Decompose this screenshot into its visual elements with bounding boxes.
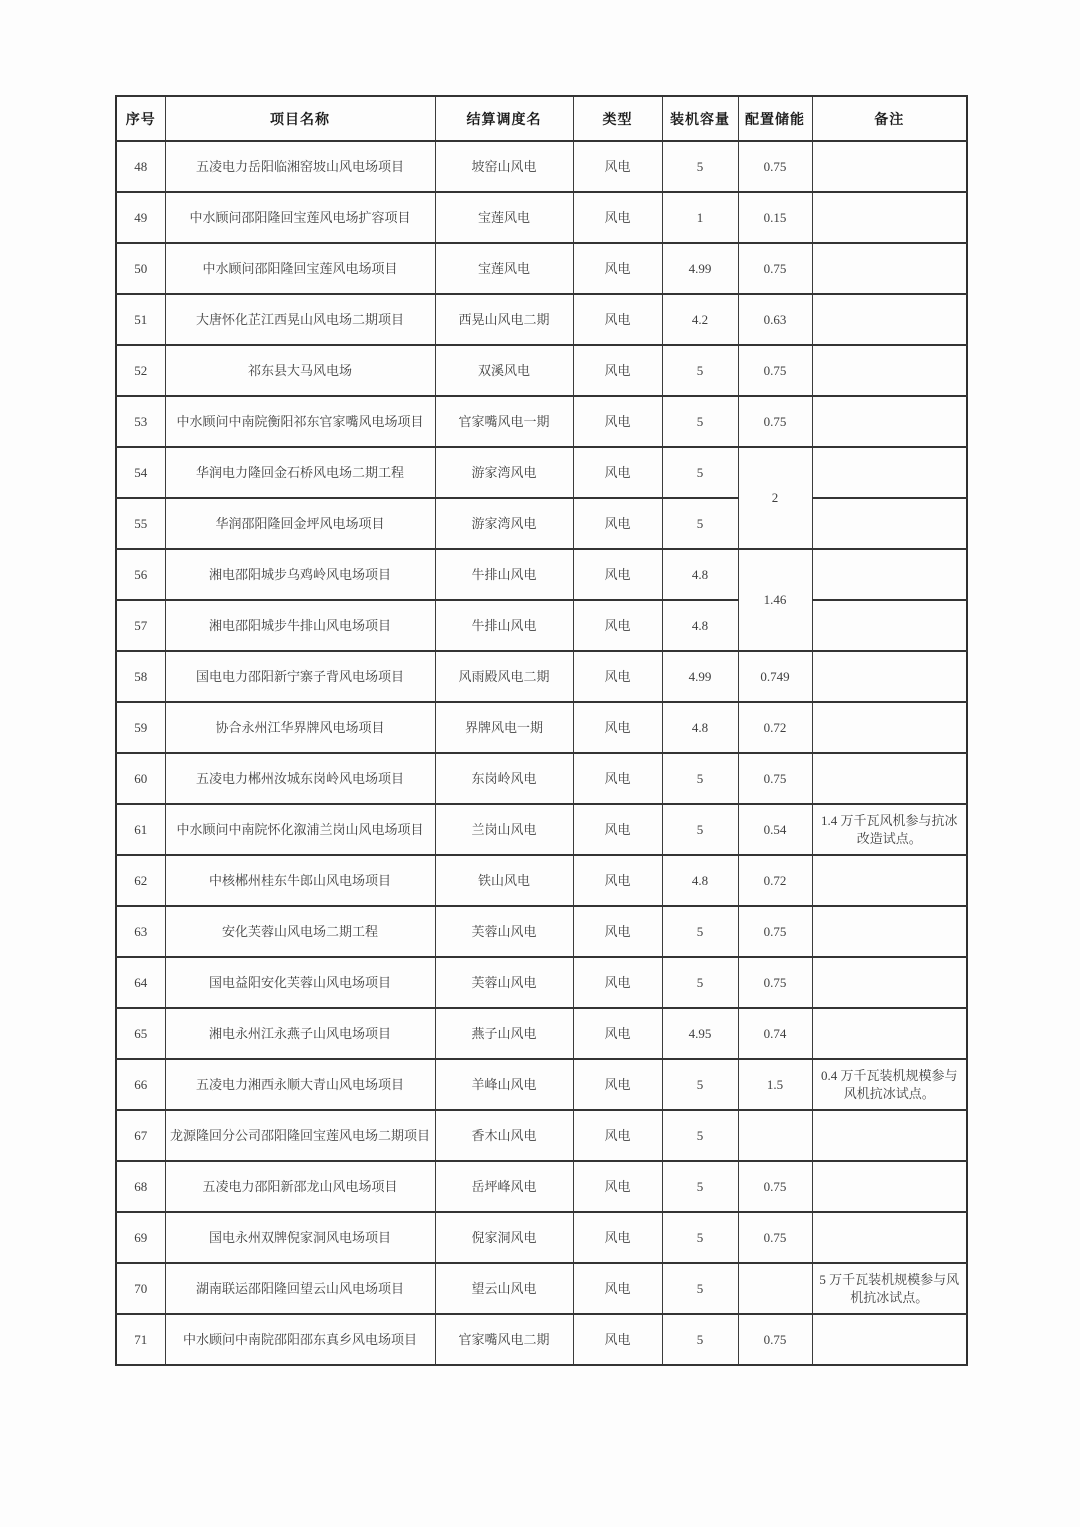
cell-no: 58 — [116, 651, 165, 702]
cell-dispatch: 游家湾风电 — [435, 447, 573, 498]
cell-remark — [812, 906, 967, 957]
cell-capacity: 5 — [662, 498, 738, 549]
cell-remark — [812, 141, 967, 192]
table-row-64 — [116, 957, 967, 1008]
cell-dispatch: 燕子山风电 — [435, 1008, 573, 1059]
table-body — [116, 141, 967, 1365]
cell-capacity: 4.8 — [662, 702, 738, 753]
cell-project-name: 中水顾问中南院邵阳邵东真乡风电场项目 — [165, 1314, 435, 1365]
cell-project-name: 大唐怀化芷江西晃山风电场二期项目 — [165, 294, 435, 345]
header-remark: 备注 — [812, 96, 967, 141]
cell-project-name: 中水顾问邵阳隆回宝莲风电场扩容项目 — [165, 192, 435, 243]
cell-capacity: 5 — [662, 753, 738, 804]
header-project-name: 项目名称 — [165, 96, 435, 141]
cell-no: 66 — [116, 1059, 165, 1110]
cell-type: 风电 — [573, 1059, 662, 1110]
cell-remark — [812, 192, 967, 243]
cell-no: 65 — [116, 1008, 165, 1059]
cell-remark — [812, 855, 967, 906]
cell-storage: 0.15 — [738, 192, 812, 243]
cell-type: 风电 — [573, 345, 662, 396]
header-dispatch-name: 结算调度名 — [435, 96, 573, 141]
cell-no: 61 — [116, 804, 165, 855]
cell-type: 风电 — [573, 1212, 662, 1263]
cell-no: 60 — [116, 753, 165, 804]
cell-dispatch: 望云山风电 — [435, 1263, 573, 1314]
cell-type: 风电 — [573, 600, 662, 651]
cell-type: 风电 — [573, 141, 662, 192]
cell-remark — [812, 1161, 967, 1212]
cell-remark: 0.4 万千瓦装机规模参与风机抗冰试点。 — [812, 1059, 967, 1110]
cell-no: 55 — [116, 498, 165, 549]
cell-project-name: 五凌电力郴州汝城东岗岭风电场项目 — [165, 753, 435, 804]
cell-dispatch: 芙蓉山风电 — [435, 906, 573, 957]
table-row-60 — [116, 753, 967, 804]
cell-type: 风电 — [573, 1008, 662, 1059]
table-row-67 — [116, 1110, 967, 1161]
cell-remark — [812, 1314, 967, 1365]
cell-storage: 0.72 — [738, 702, 812, 753]
cell-dispatch: 双溪风电 — [435, 345, 573, 396]
cell-dispatch: 香木山风电 — [435, 1110, 573, 1161]
cell-dispatch: 芙蓉山风电 — [435, 957, 573, 1008]
cell-dispatch: 铁山风电 — [435, 855, 573, 906]
cell-dispatch: 宝莲风电 — [435, 192, 573, 243]
cell-storage-merged-54-55: 2 — [738, 447, 812, 549]
cell-remark — [812, 1212, 967, 1263]
cell-project-name: 中水顾问中南院怀化溆浦兰岗山风电场项目 — [165, 804, 435, 855]
cell-capacity: 5 — [662, 1110, 738, 1161]
cell-dispatch: 岳坪峰风电 — [435, 1161, 573, 1212]
cell-project-name: 协合永州江华界牌风电场项目 — [165, 702, 435, 753]
cell-remark — [812, 396, 967, 447]
cell-no: 62 — [116, 855, 165, 906]
cell-no: 51 — [116, 294, 165, 345]
cell-type: 风电 — [573, 1263, 662, 1314]
cell-storage: 0.75 — [738, 141, 812, 192]
cell-remark — [812, 600, 967, 651]
cell-remark — [812, 1110, 967, 1161]
cell-storage: 0.72 — [738, 855, 812, 906]
table-row-56 — [116, 549, 967, 600]
cell-no: 69 — [116, 1212, 165, 1263]
cell-type: 风电 — [573, 498, 662, 549]
cell-storage — [738, 1110, 812, 1161]
cell-type: 风电 — [573, 1110, 662, 1161]
cell-project-name: 湖南联运邵阳隆回望云山风电场项目 — [165, 1263, 435, 1314]
cell-project-name: 中水顾问邵阳隆回宝莲风电场项目 — [165, 243, 435, 294]
cell-storage-merged-56-57: 1.46 — [738, 549, 812, 651]
cell-remark — [812, 498, 967, 549]
cell-project-name: 中核郴州桂东牛郎山风电场项目 — [165, 855, 435, 906]
cell-no: 56 — [116, 549, 165, 600]
cell-type: 风电 — [573, 651, 662, 702]
table-row-58 — [116, 651, 967, 702]
cell-no: 59 — [116, 702, 165, 753]
cell-capacity: 4.95 — [662, 1008, 738, 1059]
cell-capacity: 1 — [662, 192, 738, 243]
cell-storage: 0.75 — [738, 1314, 812, 1365]
cell-storage: 0.75 — [738, 906, 812, 957]
cell-storage: 0.749 — [738, 651, 812, 702]
cell-dispatch: 官家嘴风电一期 — [435, 396, 573, 447]
cell-project-name: 湘电邵阳城步乌鸡岭风电场项目 — [165, 549, 435, 600]
cell-remark — [812, 651, 967, 702]
cell-type: 风电 — [573, 855, 662, 906]
cell-dispatch: 宝莲风电 — [435, 243, 573, 294]
cell-project-name: 华润邵阳隆回金坪风电场项目 — [165, 498, 435, 549]
table-row-69 — [116, 1212, 967, 1263]
cell-no: 53 — [116, 396, 165, 447]
table-row-53 — [116, 396, 967, 447]
table-row-59 — [116, 702, 967, 753]
cell-capacity: 5 — [662, 1059, 738, 1110]
cell-remark — [812, 345, 967, 396]
cell-project-name: 五凌电力岳阳临湘窑坡山风电场项目 — [165, 141, 435, 192]
table-row-70 — [116, 1263, 967, 1314]
cell-project-name: 国电益阳安化芙蓉山风电场项目 — [165, 957, 435, 1008]
cell-dispatch: 倪家洞风电 — [435, 1212, 573, 1263]
cell-capacity: 4.8 — [662, 855, 738, 906]
cell-type: 风电 — [573, 804, 662, 855]
cell-dispatch: 东岗岭风电 — [435, 753, 573, 804]
table-row-57 — [116, 600, 967, 651]
table-header — [116, 96, 967, 141]
table-row-54 — [116, 447, 967, 498]
wind-projects-table — [115, 95, 968, 1366]
cell-no: 67 — [116, 1110, 165, 1161]
table-row-71 — [116, 1314, 967, 1365]
cell-capacity: 5 — [662, 1314, 738, 1365]
cell-storage: 0.75 — [738, 957, 812, 1008]
table-row-61 — [116, 804, 967, 855]
cell-project-name: 五凌电力湘西永顺大青山风电场项目 — [165, 1059, 435, 1110]
cell-type: 风电 — [573, 243, 662, 294]
cell-dispatch: 兰岗山风电 — [435, 804, 573, 855]
cell-dispatch: 羊峰山风电 — [435, 1059, 573, 1110]
cell-capacity: 5 — [662, 1161, 738, 1212]
header-row — [116, 96, 967, 141]
header-no: 序号 — [116, 96, 165, 141]
cell-storage: 0.75 — [738, 1212, 812, 1263]
cell-type: 风电 — [573, 1314, 662, 1365]
cell-type: 风电 — [573, 957, 662, 1008]
cell-capacity: 5 — [662, 804, 738, 855]
cell-capacity: 4.8 — [662, 600, 738, 651]
cell-capacity: 5 — [662, 957, 738, 1008]
cell-dispatch: 牛排山风电 — [435, 600, 573, 651]
cell-no: 64 — [116, 957, 165, 1008]
cell-remark: 1.4 万千瓦风机参与抗冰改造试点。 — [812, 804, 967, 855]
cell-project-name: 湘电邵阳城步牛排山风电场项目 — [165, 600, 435, 651]
table-row-68 — [116, 1161, 967, 1212]
cell-capacity: 5 — [662, 396, 738, 447]
cell-remark: 5 万千瓦装机规模参与风机抗冰试点。 — [812, 1263, 967, 1314]
cell-project-name: 五凌电力邵阳新邵龙山风电场项目 — [165, 1161, 435, 1212]
cell-capacity: 5 — [662, 1212, 738, 1263]
cell-remark — [812, 753, 967, 804]
cell-remark — [812, 294, 967, 345]
cell-project-name: 龙源隆回分公司邵阳隆回宝莲风电场二期项目 — [165, 1110, 435, 1161]
table-row-48 — [116, 141, 967, 192]
cell-remark — [812, 447, 967, 498]
table-row-50 — [116, 243, 967, 294]
cell-storage: 0.75 — [738, 396, 812, 447]
cell-no: 70 — [116, 1263, 165, 1314]
cell-capacity: 5 — [662, 345, 738, 396]
cell-dispatch: 牛排山风电 — [435, 549, 573, 600]
cell-storage: 0.63 — [738, 294, 812, 345]
cell-storage — [738, 1263, 812, 1314]
cell-type: 风电 — [573, 549, 662, 600]
cell-project-name: 祁东县大马风电场 — [165, 345, 435, 396]
cell-dispatch: 界牌风电一期 — [435, 702, 573, 753]
cell-no: 68 — [116, 1161, 165, 1212]
cell-no: 57 — [116, 600, 165, 651]
cell-dispatch: 西晃山风电二期 — [435, 294, 573, 345]
table-row-62 — [116, 855, 967, 906]
cell-type: 风电 — [573, 396, 662, 447]
cell-storage: 0.75 — [738, 753, 812, 804]
cell-remark — [812, 702, 967, 753]
cell-capacity: 5 — [662, 1263, 738, 1314]
cell-no: 48 — [116, 141, 165, 192]
table-row-55 — [116, 498, 967, 549]
cell-remark — [812, 1008, 967, 1059]
cell-remark — [812, 957, 967, 1008]
cell-dispatch: 风雨殿风电二期 — [435, 651, 573, 702]
cell-no: 71 — [116, 1314, 165, 1365]
cell-type: 风电 — [573, 753, 662, 804]
header-storage: 配置储能 — [738, 96, 812, 141]
table-row-49 — [116, 192, 967, 243]
cell-type: 风电 — [573, 1161, 662, 1212]
cell-capacity: 5 — [662, 447, 738, 498]
cell-storage: 0.75 — [738, 345, 812, 396]
cell-no: 54 — [116, 447, 165, 498]
table-row-51 — [116, 294, 967, 345]
cell-dispatch: 官家嘴风电二期 — [435, 1314, 573, 1365]
cell-remark — [812, 549, 967, 600]
cell-no: 63 — [116, 906, 165, 957]
table-row-63 — [116, 906, 967, 957]
cell-storage: 0.74 — [738, 1008, 812, 1059]
cell-storage: 0.75 — [738, 1161, 812, 1212]
cell-storage: 1.5 — [738, 1059, 812, 1110]
cell-no: 49 — [116, 192, 165, 243]
cell-no: 50 — [116, 243, 165, 294]
table-row-52 — [116, 345, 967, 396]
cell-dispatch: 坡窑山风电 — [435, 141, 573, 192]
cell-dispatch: 游家湾风电 — [435, 498, 573, 549]
cell-storage: 0.54 — [738, 804, 812, 855]
table-row-65 — [116, 1008, 967, 1059]
cell-capacity: 4.99 — [662, 651, 738, 702]
cell-storage: 0.75 — [738, 243, 812, 294]
cell-capacity: 4.2 — [662, 294, 738, 345]
cell-type: 风电 — [573, 702, 662, 753]
cell-project-name: 国电永州双牌倪家洞风电场项目 — [165, 1212, 435, 1263]
cell-type: 风电 — [573, 192, 662, 243]
cell-type: 风电 — [573, 447, 662, 498]
cell-project-name: 湘电永州江永燕子山风电场项目 — [165, 1008, 435, 1059]
cell-remark — [812, 243, 967, 294]
header-type: 类型 — [573, 96, 662, 141]
cell-type: 风电 — [573, 906, 662, 957]
cell-capacity: 4.99 — [662, 243, 738, 294]
table-row-66 — [116, 1059, 967, 1110]
cell-capacity: 5 — [662, 141, 738, 192]
cell-capacity: 4.8 — [662, 549, 738, 600]
header-capacity: 装机容量 — [662, 96, 738, 141]
cell-no: 52 — [116, 345, 165, 396]
cell-project-name: 安化芙蓉山风电场二期工程 — [165, 906, 435, 957]
cell-capacity: 5 — [662, 906, 738, 957]
cell-project-name: 华润电力隆回金石桥风电场二期工程 — [165, 447, 435, 498]
cell-project-name: 中水顾问中南院衡阳祁东官家嘴风电场项目 — [165, 396, 435, 447]
cell-type: 风电 — [573, 294, 662, 345]
cell-project-name: 国电电力邵阳新宁寨子背风电场项目 — [165, 651, 435, 702]
